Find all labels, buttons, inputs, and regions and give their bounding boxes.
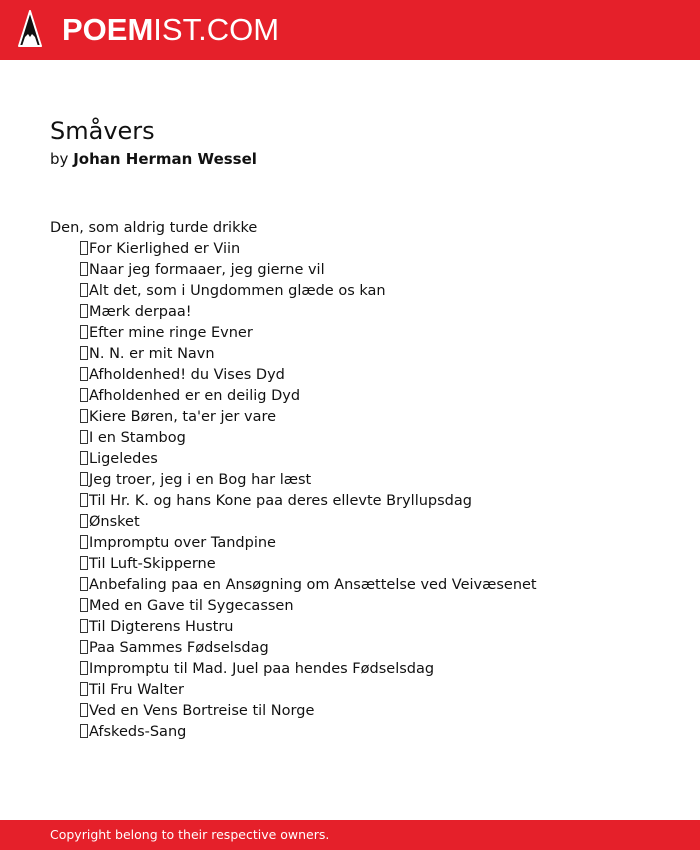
poem-line-text: Til Luft-Skipperne bbox=[89, 556, 216, 572]
missing-glyph-icon bbox=[80, 283, 88, 297]
poem-line bbox=[50, 722, 670, 743]
poem-line bbox=[50, 617, 670, 638]
poem-line bbox=[50, 281, 670, 302]
poem-line-text: N. N. er mit Navn bbox=[89, 346, 215, 362]
poem-line-text: Afholdenhed er en deilig Dyd bbox=[89, 388, 301, 404]
poem-line-text: Paa Sammes Fødselsdag bbox=[89, 640, 269, 656]
poem-line bbox=[50, 449, 670, 470]
missing-glyph-icon bbox=[80, 598, 88, 612]
poem-body bbox=[50, 218, 670, 743]
poem-line-text: Jeg troer, jeg i en Bog har læst bbox=[89, 472, 312, 488]
poem-line bbox=[50, 344, 670, 365]
poem-line-text: Afskeds-Sang bbox=[89, 724, 187, 740]
missing-glyph-icon bbox=[80, 472, 88, 486]
poem-line-text: Til Fru Walter bbox=[89, 682, 185, 698]
poem-line bbox=[50, 659, 670, 680]
missing-glyph-icon bbox=[80, 577, 88, 591]
poem-line bbox=[50, 260, 670, 281]
poem-line bbox=[50, 470, 670, 491]
poem-line bbox=[50, 638, 670, 659]
missing-glyph-icon bbox=[80, 619, 88, 633]
poem-line bbox=[50, 407, 670, 428]
poem-line-text: Efter mine ringe Evner bbox=[89, 325, 253, 341]
missing-glyph-icon bbox=[80, 640, 88, 654]
site-header bbox=[0, 0, 700, 60]
copyright-notice: Copyright belong to their respective owners. bbox=[50, 827, 330, 842]
missing-glyph-icon bbox=[80, 724, 88, 738]
poem-line-text: For Kierlighed er Viin bbox=[89, 241, 241, 257]
poem-line bbox=[50, 533, 670, 554]
poem-line bbox=[50, 428, 670, 449]
missing-glyph-icon bbox=[80, 682, 88, 696]
poem-line-text: Kiere Børen, ta'er jer vare bbox=[89, 409, 277, 425]
pencil-tip-icon bbox=[18, 10, 42, 50]
logo-light-text: IST.COM bbox=[153, 12, 280, 47]
poem-line-text: Afholdenhed! du Vises Dyd bbox=[89, 367, 285, 383]
poem-line-text: I en Stambog bbox=[89, 430, 186, 446]
missing-glyph-icon bbox=[80, 451, 88, 465]
site-logo[interactable] bbox=[62, 12, 279, 48]
author-name: Johan Herman Wessel bbox=[73, 150, 257, 168]
poem-line bbox=[50, 680, 670, 701]
poem-line bbox=[50, 323, 670, 344]
missing-glyph-icon bbox=[80, 409, 88, 423]
poem-line-text: Til Digterens Hustru bbox=[89, 619, 234, 635]
poem-line-text: Ligeledes bbox=[89, 451, 158, 467]
missing-glyph-icon bbox=[80, 367, 88, 381]
poem-line bbox=[50, 512, 670, 533]
poem-line-text: Impromptu til Mad. Juel paa hendes Fødselsdag bbox=[89, 661, 435, 677]
poem-line-text: Naar jeg formaaer, jeg gierne vil bbox=[89, 262, 325, 278]
missing-glyph-icon bbox=[80, 304, 88, 318]
missing-glyph-icon bbox=[80, 703, 88, 717]
poem-first-line: Den, som aldrig turde drikke bbox=[50, 220, 258, 236]
poem-title: Småvers bbox=[50, 117, 155, 145]
poem-line bbox=[50, 239, 670, 260]
poem-line-text: Med en Gave til Sygecassen bbox=[89, 598, 294, 614]
missing-glyph-icon bbox=[80, 493, 88, 507]
missing-glyph-icon bbox=[80, 388, 88, 402]
poem-line bbox=[50, 596, 670, 617]
byline bbox=[50, 148, 257, 170]
missing-glyph-icon bbox=[80, 430, 88, 444]
poem-line bbox=[50, 386, 670, 407]
poem-line bbox=[50, 554, 670, 575]
missing-glyph-icon bbox=[80, 241, 88, 255]
poem-line-text: Ved en Vens Bortreise til Norge bbox=[89, 703, 315, 719]
missing-glyph-icon bbox=[80, 262, 88, 276]
poem-line-text: Mærk derpaa! bbox=[89, 304, 192, 320]
missing-glyph-icon bbox=[80, 535, 88, 549]
poem-line-text: Anbefaling paa en Ansøgning om Ansættelse ved Veivæsenet bbox=[89, 577, 537, 593]
poem-line-text: Alt det, som i Ungdommen glæde os kan bbox=[89, 283, 386, 299]
missing-glyph-icon bbox=[80, 514, 88, 528]
missing-glyph-icon bbox=[80, 556, 88, 570]
poem-line bbox=[50, 575, 670, 596]
missing-glyph-icon bbox=[80, 661, 88, 675]
missing-glyph-icon bbox=[80, 346, 88, 360]
missing-glyph-icon bbox=[80, 325, 88, 339]
poem-line bbox=[50, 491, 670, 512]
poem-line-text: Til Hr. K. og hans Kone paa deres ellevte Bryllupsdag bbox=[89, 493, 472, 509]
poem-line bbox=[50, 701, 670, 722]
logo-bold-text: POEM bbox=[62, 12, 154, 47]
byline-prefix: by bbox=[50, 150, 69, 168]
poem-line-list bbox=[50, 239, 670, 743]
site-footer bbox=[0, 820, 700, 850]
poem-line bbox=[50, 365, 670, 386]
poem-line-text: Impromptu over Tandpine bbox=[89, 535, 276, 551]
poem-line bbox=[50, 302, 670, 323]
poem-line-text: Ønsket bbox=[89, 514, 140, 530]
